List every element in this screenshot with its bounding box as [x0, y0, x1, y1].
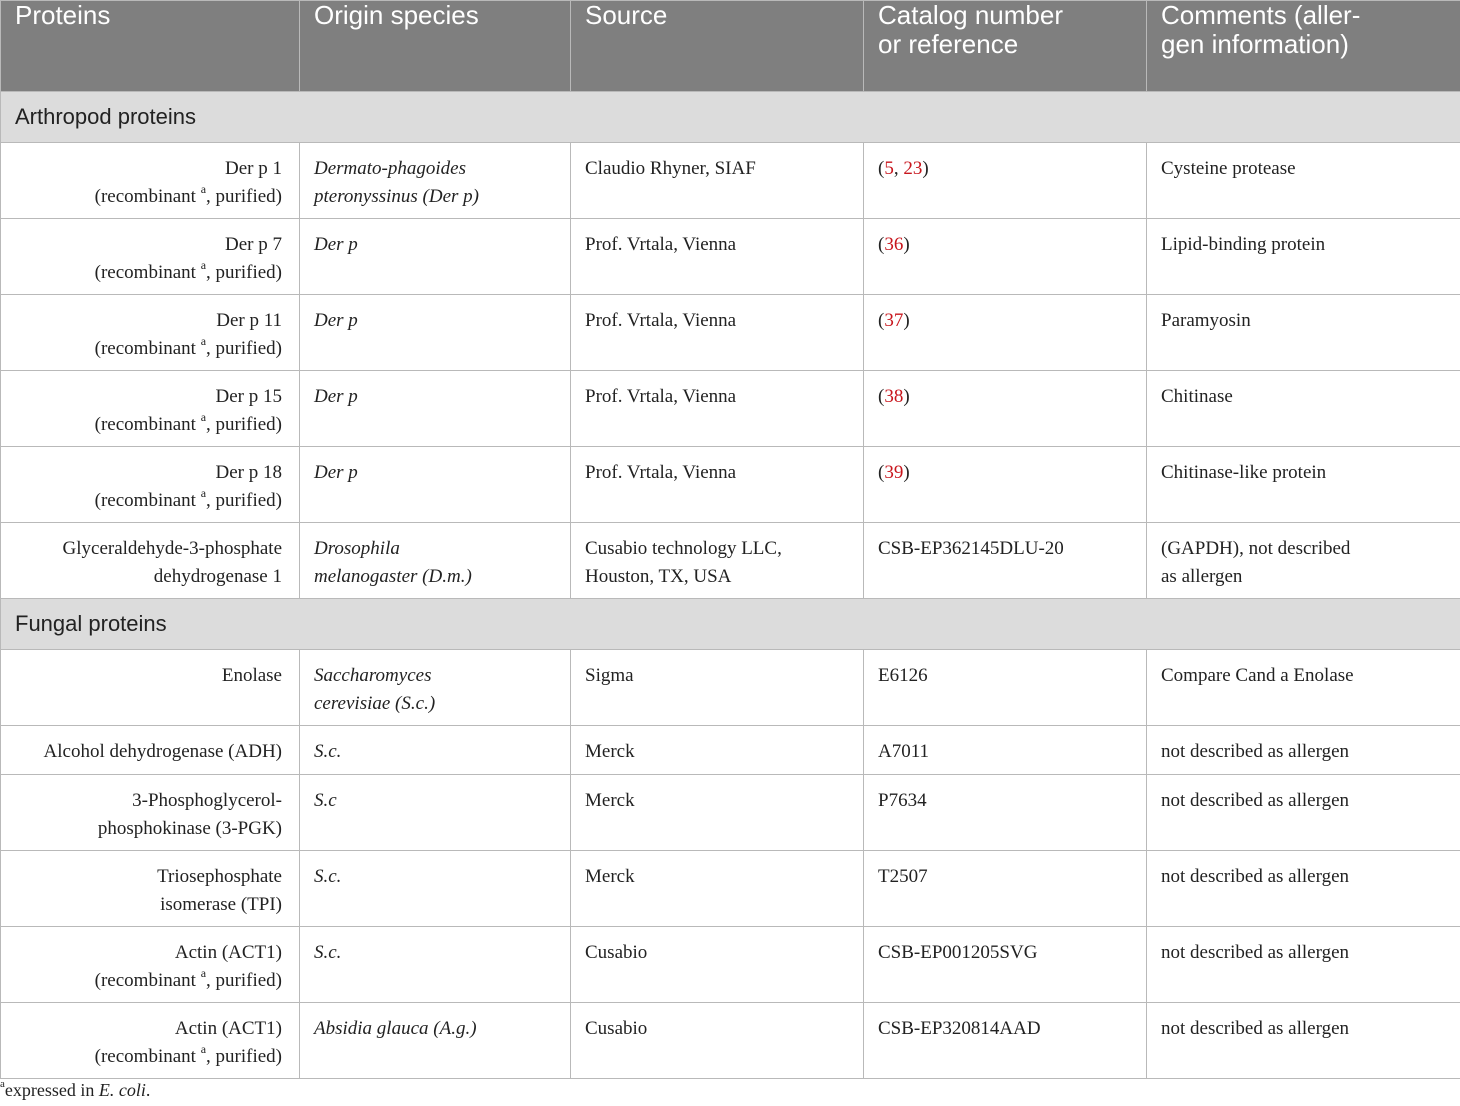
table-row: [1, 295, 1460, 371]
catalog-cell: CSB-EP001205SVG: [864, 927, 1147, 1003]
catalog-cell: T2507: [864, 851, 1147, 927]
table-row: [1, 1003, 1460, 1079]
source-cell: Sigma: [571, 650, 864, 726]
table-row: [1, 927, 1460, 1003]
species-cell: Der p: [300, 371, 571, 447]
protein-cell: Actin (ACT1) (recombinant $^a$, purified): [1, 927, 300, 1003]
header-catalog: Catalog number or reference: [864, 1, 1147, 92]
header-comments: Comments (aller- gen information): [1147, 1, 1460, 92]
header-source: Source: [571, 1, 864, 92]
reference-cell: (38): [864, 371, 1147, 447]
reference-link[interactable]: 38: [884, 386, 904, 407]
protein-cell: Der p 18 (recombinant $^a$, purified): [1, 447, 300, 523]
source-cell: Merck: [571, 775, 864, 851]
catalog-cell: CSB-EP320814AAD: [864, 1003, 1147, 1079]
section-fungal: Fungal proteins: [1, 599, 1460, 650]
table-row: [1, 371, 1460, 447]
source-cell: Prof. Vrtala, Vienna: [571, 447, 864, 523]
species-cell: Der p: [300, 447, 571, 523]
reference-cell: (37): [864, 295, 1147, 371]
protein-cell: Actin (ACT1) (recombinant $^a$, purified): [1, 1003, 300, 1079]
catalog-cell: P7634: [864, 775, 1147, 851]
header-row: [1, 1, 1460, 92]
table-row: [1, 775, 1460, 851]
source-cell: Claudio Rhyner, SIAF: [571, 143, 864, 219]
source-cell: Merck: [571, 726, 864, 775]
comment-cell: not described as allergen: [1147, 775, 1460, 851]
reference-link[interactable]: 36: [884, 234, 904, 255]
comment-cell: Compare Cand a Enolase: [1147, 650, 1460, 726]
table-row: [1, 447, 1460, 523]
protein-cell: Glyceraldehyde-3-phosphate dehydrogenase 1: [1, 523, 300, 599]
reference-link[interactable]: 5: [884, 158, 894, 179]
source-cell: Cusabio: [571, 1003, 864, 1079]
comment-cell: not described as allergen: [1147, 1003, 1460, 1079]
table-row: [1, 851, 1460, 927]
protein-cell: Enolase: [1, 650, 300, 726]
source-cell: Cusabio: [571, 927, 864, 1003]
source-cell: Prof. Vrtala, Vienna: [571, 295, 864, 371]
reference-link[interactable]: 23: [903, 158, 923, 179]
species-cell: S.c: [300, 775, 571, 851]
protein-cell: Der p 11 (recombinant $^a$, purified): [1, 295, 300, 371]
species-cell: Absidia glauca (A.g.): [300, 1003, 571, 1079]
reference-link[interactable]: 39: [884, 462, 904, 483]
species-cell: S.c.: [300, 851, 571, 927]
species-cell: Drosophila melanogaster (D.m.): [300, 523, 571, 599]
comment-cell: not described as allergen: [1147, 927, 1460, 1003]
species-cell: S.c.: [300, 726, 571, 775]
reference-cell: (36): [864, 219, 1147, 295]
species-cell: S.c.: [300, 927, 571, 1003]
source-cell: Prof. Vrtala, Vienna: [571, 219, 864, 295]
species-cell: Der p: [300, 295, 571, 371]
catalog-cell: A7011: [864, 726, 1147, 775]
species-cell: Dermato-phagoides pteronyssinus (Der p): [300, 143, 571, 219]
comment-cell: Cysteine protease: [1147, 143, 1460, 219]
comment-cell: (GAPDH), not described as allergen: [1147, 523, 1460, 599]
protein-cell: Der p 7 (recombinant $^a$, purified): [1, 219, 300, 295]
table-row: [1, 726, 1460, 775]
source-cell: Cusabio technology LLC, Houston, TX, USA: [571, 523, 864, 599]
comment-cell: not described as allergen: [1147, 726, 1460, 775]
reference-link[interactable]: 37: [884, 310, 904, 331]
source-cell: Merck: [571, 851, 864, 927]
reference-cell: (39): [864, 447, 1147, 523]
species-cell: Der p: [300, 219, 571, 295]
species-cell: Saccharomyces cerevisiae (S.c.): [300, 650, 571, 726]
section-arthropod: Arthropod proteins: [1, 92, 1460, 143]
source-cell: Prof. Vrtala, Vienna: [571, 371, 864, 447]
protein-cell: Alcohol dehydrogenase (ADH): [1, 726, 300, 775]
catalog-cell: CSB-EP362145DLU-20: [864, 523, 1147, 599]
table-row: [1, 523, 1460, 599]
comment-cell: not described as allergen: [1147, 851, 1460, 927]
catalog-cell: E6126: [864, 650, 1147, 726]
protein-cell: Der p 15 (recombinant $^a$, purified): [1, 371, 300, 447]
table-footnote: $^a$expressed in E. coli.: [0, 1078, 151, 1100]
protein-cell: 3-Phosphoglycerol- phosphokinase (3-PGK): [1, 775, 300, 851]
protein-cell: Der p 1 (recombinant $^a$, purified): [1, 143, 300, 219]
comment-cell: Chitinase-like protein: [1147, 447, 1460, 523]
table-row: [1, 219, 1460, 295]
comment-cell: Lipid-binding protein: [1147, 219, 1460, 295]
table-row: [1, 650, 1460, 726]
table-row: [1, 143, 1460, 219]
protein-cell: Triosephosphate isomerase (TPI): [1, 851, 300, 927]
header-proteins: Proteins: [1, 1, 300, 92]
comment-cell: Chitinase: [1147, 371, 1460, 447]
comment-cell: Paramyosin: [1147, 295, 1460, 371]
header-origin-species: Origin species: [300, 1, 571, 92]
reference-cell: (5, 23): [864, 143, 1147, 219]
